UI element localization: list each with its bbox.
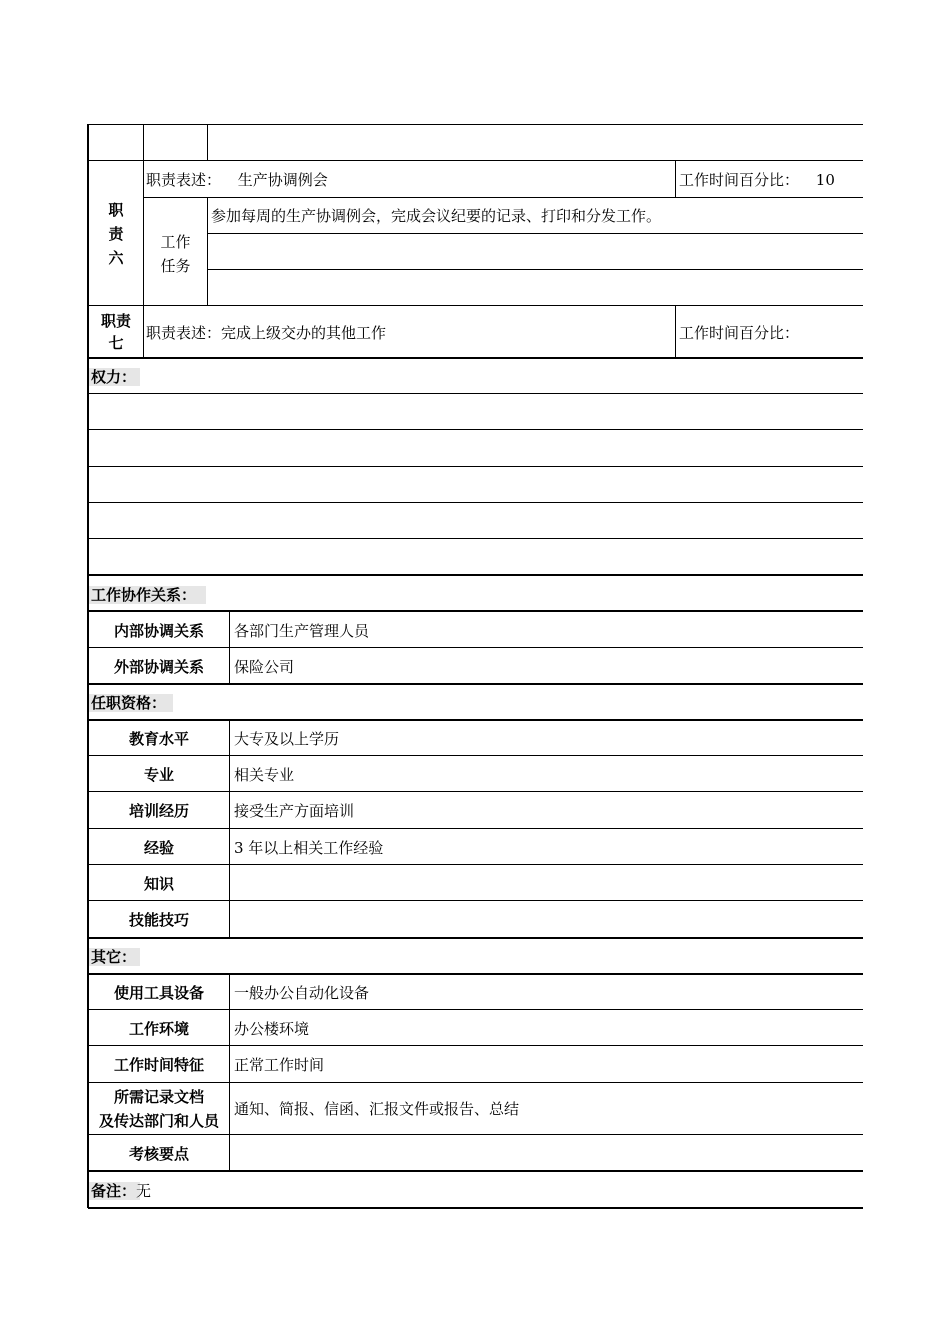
remarks-value: 无 bbox=[136, 1182, 152, 1200]
tools-label: 使用工具设备 bbox=[113, 984, 204, 1002]
internal-coordination-label: 内部协调关系 bbox=[113, 622, 204, 640]
col-divider bbox=[229, 610, 230, 683]
col-divider bbox=[675, 160, 676, 197]
section-divider bbox=[88, 719, 863, 721]
row-divider bbox=[88, 160, 863, 161]
col-divider bbox=[675, 305, 676, 357]
other-heading: 其它： bbox=[91, 948, 137, 966]
documents-label-line: 及传达部门和人员 bbox=[98, 1112, 219, 1130]
row-divider bbox=[88, 502, 863, 503]
col-divider bbox=[229, 719, 230, 937]
environment-label: 工作环境 bbox=[128, 1020, 189, 1038]
row-divider bbox=[88, 791, 863, 792]
row-divider bbox=[88, 900, 863, 901]
row-divider bbox=[88, 647, 863, 648]
row-divider bbox=[88, 1009, 863, 1010]
duty6-task-item: 参加每周的生产协调例会，完成会议纪要的记录、打印和分发工作。 bbox=[211, 207, 662, 225]
row-divider bbox=[88, 1082, 863, 1083]
major-label: 专业 bbox=[143, 766, 174, 784]
documents-label bbox=[89, 1085, 229, 1133]
internal-coordination-value: 各部门生产管理人员 bbox=[234, 622, 370, 640]
col-divider bbox=[207, 197, 208, 305]
section-divider bbox=[88, 574, 863, 576]
top-border bbox=[88, 124, 863, 125]
qualification-heading: 任职资格： bbox=[91, 694, 167, 712]
assessment-label: 考核要点 bbox=[128, 1145, 189, 1163]
row-divider bbox=[88, 1045, 863, 1046]
duty6-description bbox=[146, 171, 328, 189]
duty6-time-value: 10 bbox=[815, 171, 835, 189]
section-divider bbox=[88, 937, 863, 939]
row-divider bbox=[88, 1134, 863, 1135]
duty7-label bbox=[89, 310, 143, 354]
knowledge-label: 知识 bbox=[143, 875, 174, 893]
work-hours-value: 正常工作时间 bbox=[234, 1056, 325, 1074]
section-divider bbox=[88, 610, 863, 612]
training-label: 培训经历 bbox=[128, 802, 189, 820]
experience-value: 3 年以上相关工作经验 bbox=[234, 839, 384, 857]
section-divider bbox=[88, 1170, 863, 1172]
section-divider bbox=[88, 357, 863, 359]
duty6-time-label: 工作时间百分比： bbox=[679, 171, 800, 189]
section-divider bbox=[88, 973, 863, 975]
duty6-label-line: 责 bbox=[108, 225, 124, 243]
row-divider bbox=[143, 197, 863, 198]
major-value: 相关专业 bbox=[234, 766, 295, 784]
duty6-time-percent bbox=[679, 171, 835, 189]
cooperation-heading: 工作协作关系： bbox=[91, 586, 197, 604]
duty6-label bbox=[89, 198, 143, 270]
row-divider bbox=[88, 393, 863, 394]
environment-value: 办公楼环境 bbox=[234, 1020, 310, 1038]
task-label-line: 任务 bbox=[160, 257, 191, 275]
col-divider bbox=[207, 124, 208, 160]
work-hours-label: 工作时间特征 bbox=[113, 1056, 204, 1074]
skills-label: 技能技巧 bbox=[128, 911, 189, 929]
duty7-label-line: 职责 bbox=[100, 312, 131, 330]
section-divider bbox=[88, 683, 863, 685]
external-coordination-value: 保险公司 bbox=[234, 658, 295, 676]
row-divider bbox=[88, 755, 863, 756]
duty7-time-label: 工作时间百分比： bbox=[679, 324, 800, 342]
external-coordination-label: 外部协调关系 bbox=[113, 658, 204, 676]
duty6-task-label bbox=[144, 230, 207, 278]
education-label: 教育水平 bbox=[128, 730, 189, 748]
row-divider bbox=[88, 828, 863, 829]
duty6-label-line: 职 bbox=[108, 201, 124, 219]
authority-heading: 权力： bbox=[91, 368, 137, 386]
duty7-description: 职责表述：完成上级交办的其他工作 bbox=[146, 324, 387, 342]
bottom-border bbox=[88, 1207, 863, 1209]
duty6-desc-prefix: 职责表述： bbox=[146, 171, 222, 189]
duty6-desc-text: 生产协调例会 bbox=[237, 171, 328, 189]
training-value: 接受生产方面培训 bbox=[234, 802, 355, 820]
documents-label-line: 所需记录文档 bbox=[113, 1088, 204, 1106]
row-divider bbox=[88, 429, 863, 430]
documents-value: 通知、简报、信函、汇报文件或报告、总结 bbox=[234, 1100, 520, 1118]
row-divider bbox=[88, 466, 863, 467]
duty7-label-line: 七 bbox=[108, 334, 124, 352]
experience-label: 经验 bbox=[143, 839, 174, 857]
col-divider bbox=[229, 973, 230, 1170]
education-value: 大专及以上学历 bbox=[234, 730, 340, 748]
row-divider bbox=[208, 269, 863, 270]
remarks bbox=[91, 1182, 151, 1200]
row-divider bbox=[88, 864, 863, 865]
tools-value: 一般办公自动化设备 bbox=[234, 984, 370, 1002]
row-divider bbox=[88, 305, 863, 306]
duty6-label-line: 六 bbox=[108, 249, 124, 267]
row-divider bbox=[88, 538, 863, 539]
task-label-line: 工作 bbox=[160, 233, 191, 251]
remarks-label: 备注： bbox=[91, 1182, 137, 1200]
row-divider bbox=[208, 233, 863, 234]
